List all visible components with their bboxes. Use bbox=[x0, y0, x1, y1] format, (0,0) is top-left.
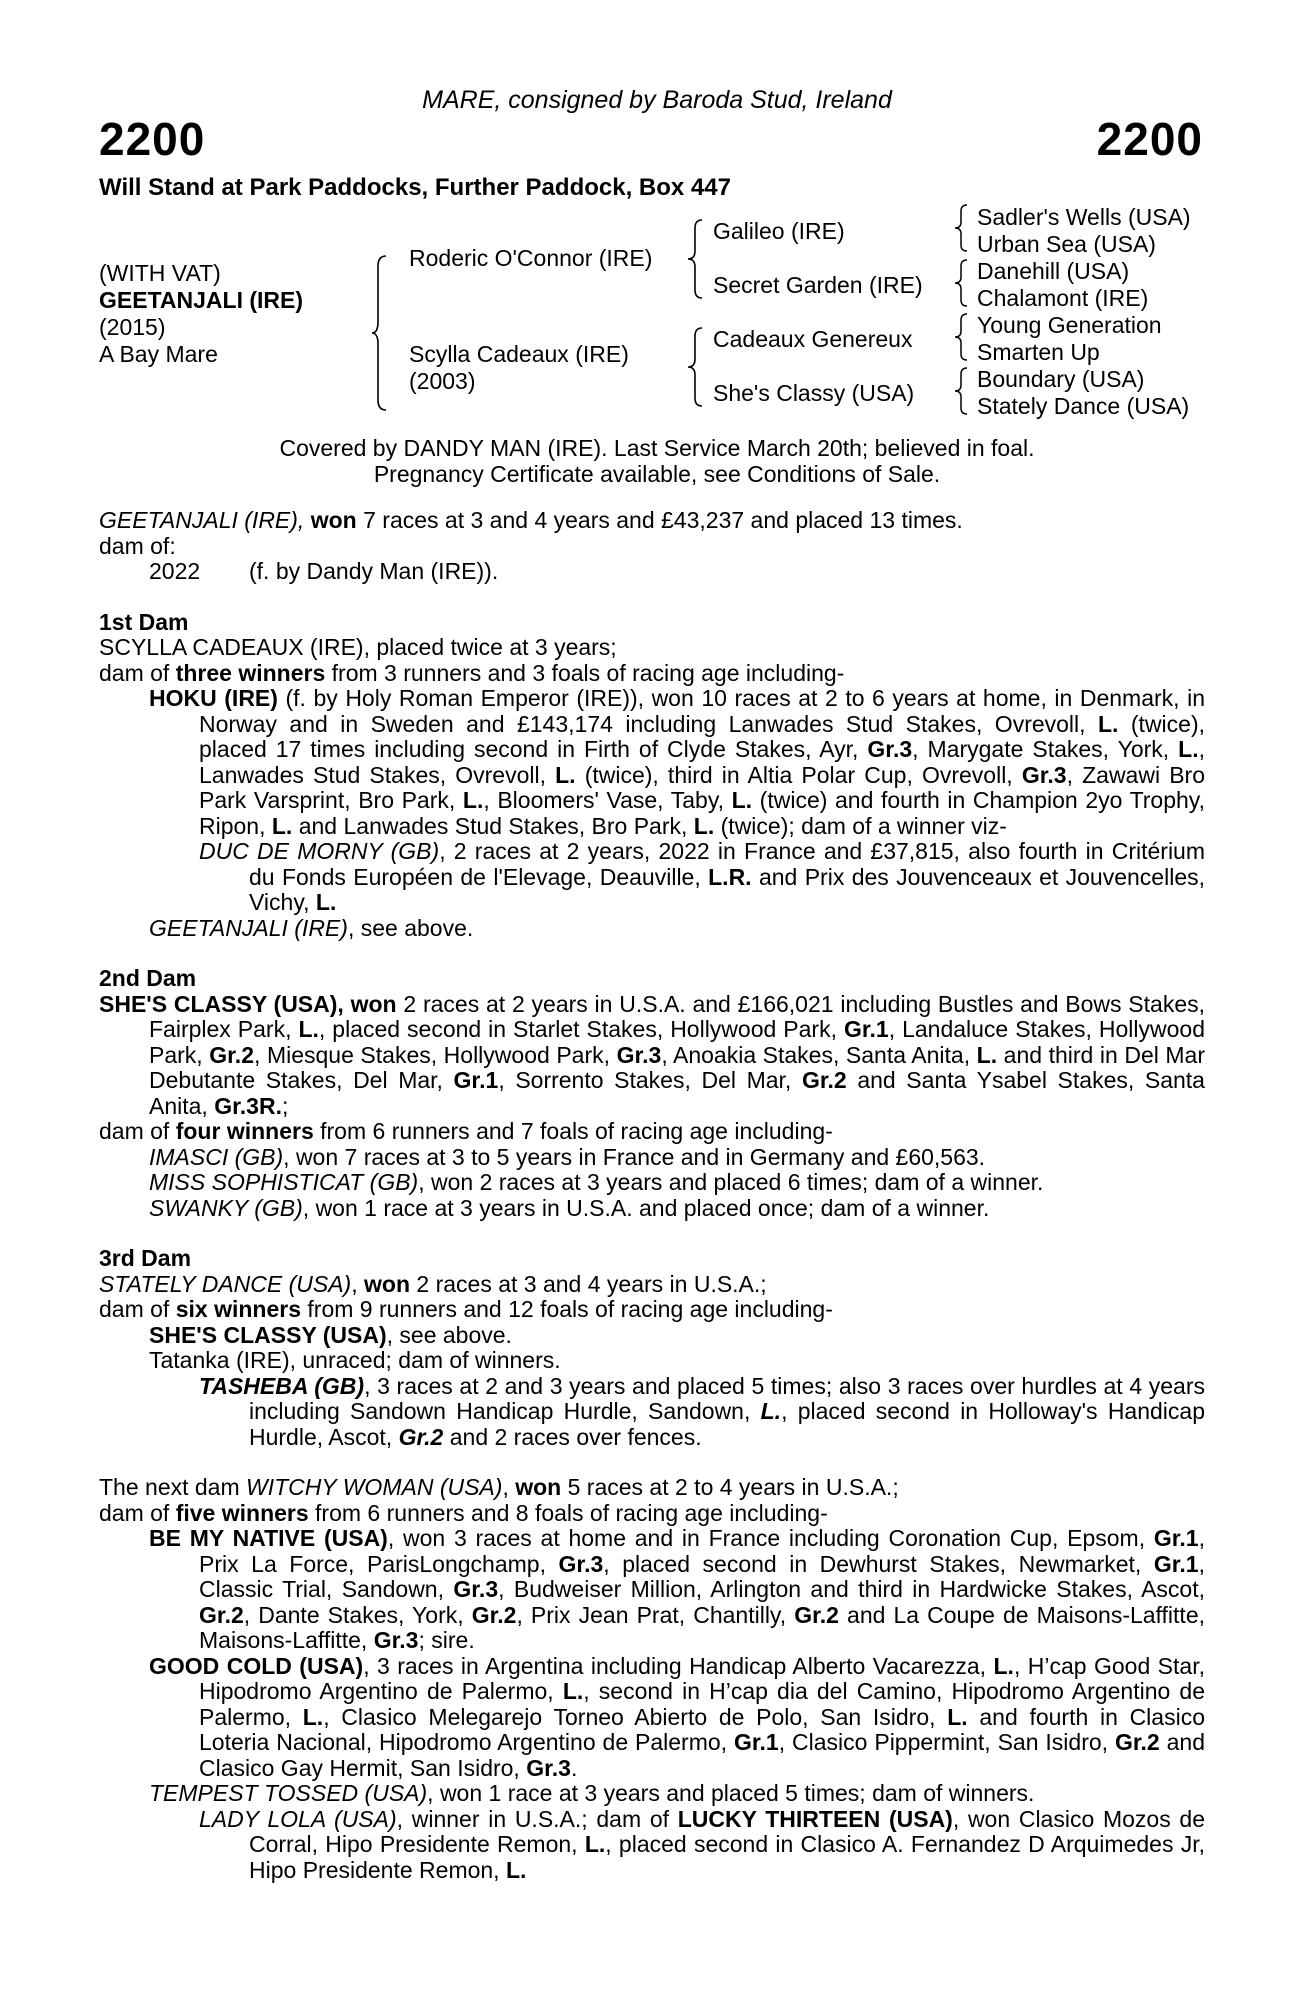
pedigree-brace-dam bbox=[688, 326, 704, 408]
pedigree-brace-ds bbox=[955, 312, 969, 362]
next-dam-damof: dam of five winners from 6 runners and 8 foals of racing age including- bbox=[99, 1499, 828, 1526]
lot-number-left: 2200 bbox=[99, 113, 206, 165]
pedigree-brace-ss bbox=[955, 203, 969, 253]
shes-classy-entry: SHE'S CLASSY (USA), won 2 races at 2 years in U.S.A. and £166,021 including Bustles and Bows Stakes, Fairplex Park, L., placed second in Starlet Stakes, Hollywood Park, Gr.1, Landaluce Stakes, Hollywood Park, Gr.2, Miesque Stakes, Hollywood Park, Gr.3, Anoakia Stakes, Santa Anita, L. and third in Del Mar Debutante Stakes, Del Mar, Gr.1, Sorrento Stakes, Del Mar, Gr.2 and Santa Ysabel Stakes, Santa Anita, Gr.3R.; bbox=[99, 990, 1206, 1119]
first-dam-heading: 1st Dam bbox=[99, 608, 189, 635]
lot-number-right: 2200 bbox=[1096, 113, 1203, 165]
lady-lola-entry: LADY LOLA (USA), winner in U.S.A.; dam of LUCKY THIRTEEN (USA), won Clasico Mozos de Corral, Hipo Presidente Remon, L., placed second in Clasico A. Fernandez D Arquimedes Jr, Hipo Presidente Remon, L. bbox=[199, 1805, 1205, 1883]
third-dam-damof: dam of six winners from 9 runners and 12 foals of racing age including- bbox=[99, 1296, 833, 1322]
third-dam-heading: 3rd Dam bbox=[99, 1245, 192, 1271]
miss-sophisticat-entry: MISS SOPHISTICAT (GB), won 2 races at 3 years and placed 6 times; dam of a winner. bbox=[149, 1169, 1044, 1195]
first-dam-line: SCYLLA CADEAUX (IRE), placed twice at 3 years; bbox=[99, 634, 617, 660]
hoku-entry: HOKU (IRE) (f. by Holy Roman Emperor (IRE)), won 10 races at 2 to 6 years at home, in Denmark, in Norway and in Sweden and £143,174 including Lanwades Stud Stakes, Ovrevoll, L. (twice), placed 17 times including second in Firth of Clyde Stakes, Ayr, Gr.3, Marygate Stakes, York, L., Lanwades Stud Stakes, Ovrevoll, L. (twice), third in Altia Polar Cup, Ovrevoll, Gr.3, Zawawi Bro Park Varsprint, Bro Park, L., Bloomers' Vase, Taby, L. (twice) and fourth in Champion 2yo Trophy, Ripon, L. and Lanwades Stud Stakes, Bro Park, L. (twice); dam of a winner viz- bbox=[149, 685, 1206, 839]
shes-classy-ref: SHE'S CLASSY (USA), see above. bbox=[149, 1321, 512, 1348]
intro-foal: 2022 (f. by Dandy Man (IRE)). bbox=[149, 558, 499, 584]
tasheba-entry: TASHEBA (GB), 3 races at 2 and 3 years and placed 5 times; also 3 races over hurdles at 4 years including Sandown Handicap Hurdle, Sandown, L., placed second in Holloway's Handicap Hurdle, Ascot, Gr.2 and 2 races over fences. bbox=[199, 1372, 1205, 1450]
covered-line: Covered by DANDY MAN (IRE). Last Service March 20th; believed in foal. bbox=[279, 435, 1035, 461]
sire-sire: Galileo (IRE) bbox=[713, 218, 845, 244]
tatanka-entry: Tatanka (IRE), unraced; dam of winners. bbox=[149, 1347, 561, 1373]
first-dam-damof: dam of three winners from 3 runners and 3 foals of racing age including- bbox=[99, 659, 845, 686]
sire-dam-dam: Chalamont (IRE) bbox=[977, 285, 1149, 311]
pedigree-brace-main bbox=[372, 254, 388, 412]
dam-dam-dam: Stately Dance (USA) bbox=[977, 393, 1190, 419]
consignor-line: MARE, consigned by Baroda Stud, Ireland bbox=[422, 86, 892, 114]
dam: Scylla Cadeaux (IRE) bbox=[409, 341, 629, 367]
vat-label: (WITH VAT) bbox=[99, 260, 221, 286]
dam-dam: She's Classy (USA) bbox=[713, 380, 915, 406]
pedigree-brace-sd bbox=[955, 258, 969, 308]
tempest-tossed-entry: TEMPEST TOSSED (USA), won 1 race at 3 years and placed 5 times; dam of winners. bbox=[149, 1780, 1035, 1806]
catalogue-body bbox=[99, 508, 1205, 1883]
intro-damof: dam of: bbox=[99, 532, 176, 559]
horse-description: A Bay Mare bbox=[99, 341, 218, 367]
sire-sire-dam: Urban Sea (USA) bbox=[977, 231, 1156, 257]
geetanjali-entry: GEETANJALI (IRE), see above. bbox=[149, 914, 474, 941]
dam-sire-sire: Young Generation bbox=[977, 312, 1162, 338]
intro-line: GEETANJALI (IRE), won 7 races at 3 and 4 years and £43,237 and placed 13 times. bbox=[99, 507, 963, 533]
stately-dance-entry: STATELY DANCE (USA), won 2 races at 3 and 4 years in U.S.A.; bbox=[99, 1270, 767, 1297]
second-dam-damof: dam of four winners from 6 runners and 7 foals of racing age including- bbox=[99, 1118, 833, 1144]
duc-de-morny-entry: DUC DE MORNY (GB), 2 races at 2 years, 2022 in France and £37,815, also fourth in Critérium du Fonds Européen de l'Elevage, Deauville, L.R. and Prix des Jouvenceaux et Jouvencelles, Vichy, L. bbox=[199, 838, 1206, 915]
stabling-line: Will Stand at Park Paddocks, Further Paddock, Box 447 bbox=[99, 174, 731, 201]
dam-year: (2003) bbox=[409, 368, 476, 394]
horse-name: GEETANJALI (IRE) bbox=[99, 287, 304, 313]
dam-sire: Cadeaux Genereux bbox=[713, 326, 913, 352]
dam-dam-sire: Boundary (USA) bbox=[977, 366, 1145, 392]
next-dam-entry: The next dam WITCHY WOMAN (USA), won 5 races at 2 to 4 years in U.S.A.; bbox=[99, 1474, 899, 1500]
be-my-native-entry: BE MY NATIVE (USA), won 3 races at home and in France including Coronation Cup, Epsom, Gr.1, Prix La Force, ParisLongchamp, Gr.3, placed second in Dewhurst Stakes, Newmarket, Gr.1, Classic Trial, Sandown, Gr.3, Budweiser Million, Arlington and third in Hardwicke Stakes, Ascot, Gr.2, Dante Stakes, York, Gr.2, Prix Jean Prat, Chantilly, Gr.2 and La Coupe de Maisons-Laffitte, Maisons-Laffitte, Gr.3; sire. bbox=[149, 1525, 1205, 1653]
pregnancy-line: Pregnancy Certificate available, see Conditions of Sale. bbox=[373, 461, 941, 487]
second-dam-heading: 2nd Dam bbox=[99, 965, 197, 991]
sire-dam-sire: Danehill (USA) bbox=[977, 258, 1130, 284]
sire: Roderic O'Connor (IRE) bbox=[409, 245, 653, 271]
pedigree-brace-sire bbox=[688, 218, 704, 300]
good-cold-entry: GOOD COLD (USA), 3 races in Argentina including Handicap Alberto Vacarezza, L., H’cap Good Star, Hipodromo Argentino de Palermo, L., second in H’cap dia del Camino, Hipodromo Argentino de Palermo, L., Clasico Melegarejo Torneo Abierto de Polo, San Isidro, L. and fourth in Clasico Loteria Nacional, Hipodromo Argentino de Palermo, Gr.1, Clasico Pippermint, San Isidro, Gr.2 and Clasico Gay Hermit, San Isidro, Gr.3. bbox=[149, 1652, 1206, 1781]
horse-year: (2015) bbox=[99, 314, 166, 340]
swanky-entry: SWANKY (GB), won 1 race at 3 years in U.S.A. and placed once; dam of a winner. bbox=[149, 1194, 990, 1221]
dam-sire-dam: Smarten Up bbox=[977, 339, 1100, 365]
pedigree-brace-dd bbox=[955, 366, 969, 416]
imasci-entry: IMASCI (GB), won 7 races at 3 to 5 years in France and in Germany and £60,563. bbox=[149, 1143, 986, 1170]
sire-sire-sire: Sadler's Wells (USA) bbox=[977, 204, 1191, 230]
sire-dam: Secret Garden (IRE) bbox=[713, 272, 923, 298]
